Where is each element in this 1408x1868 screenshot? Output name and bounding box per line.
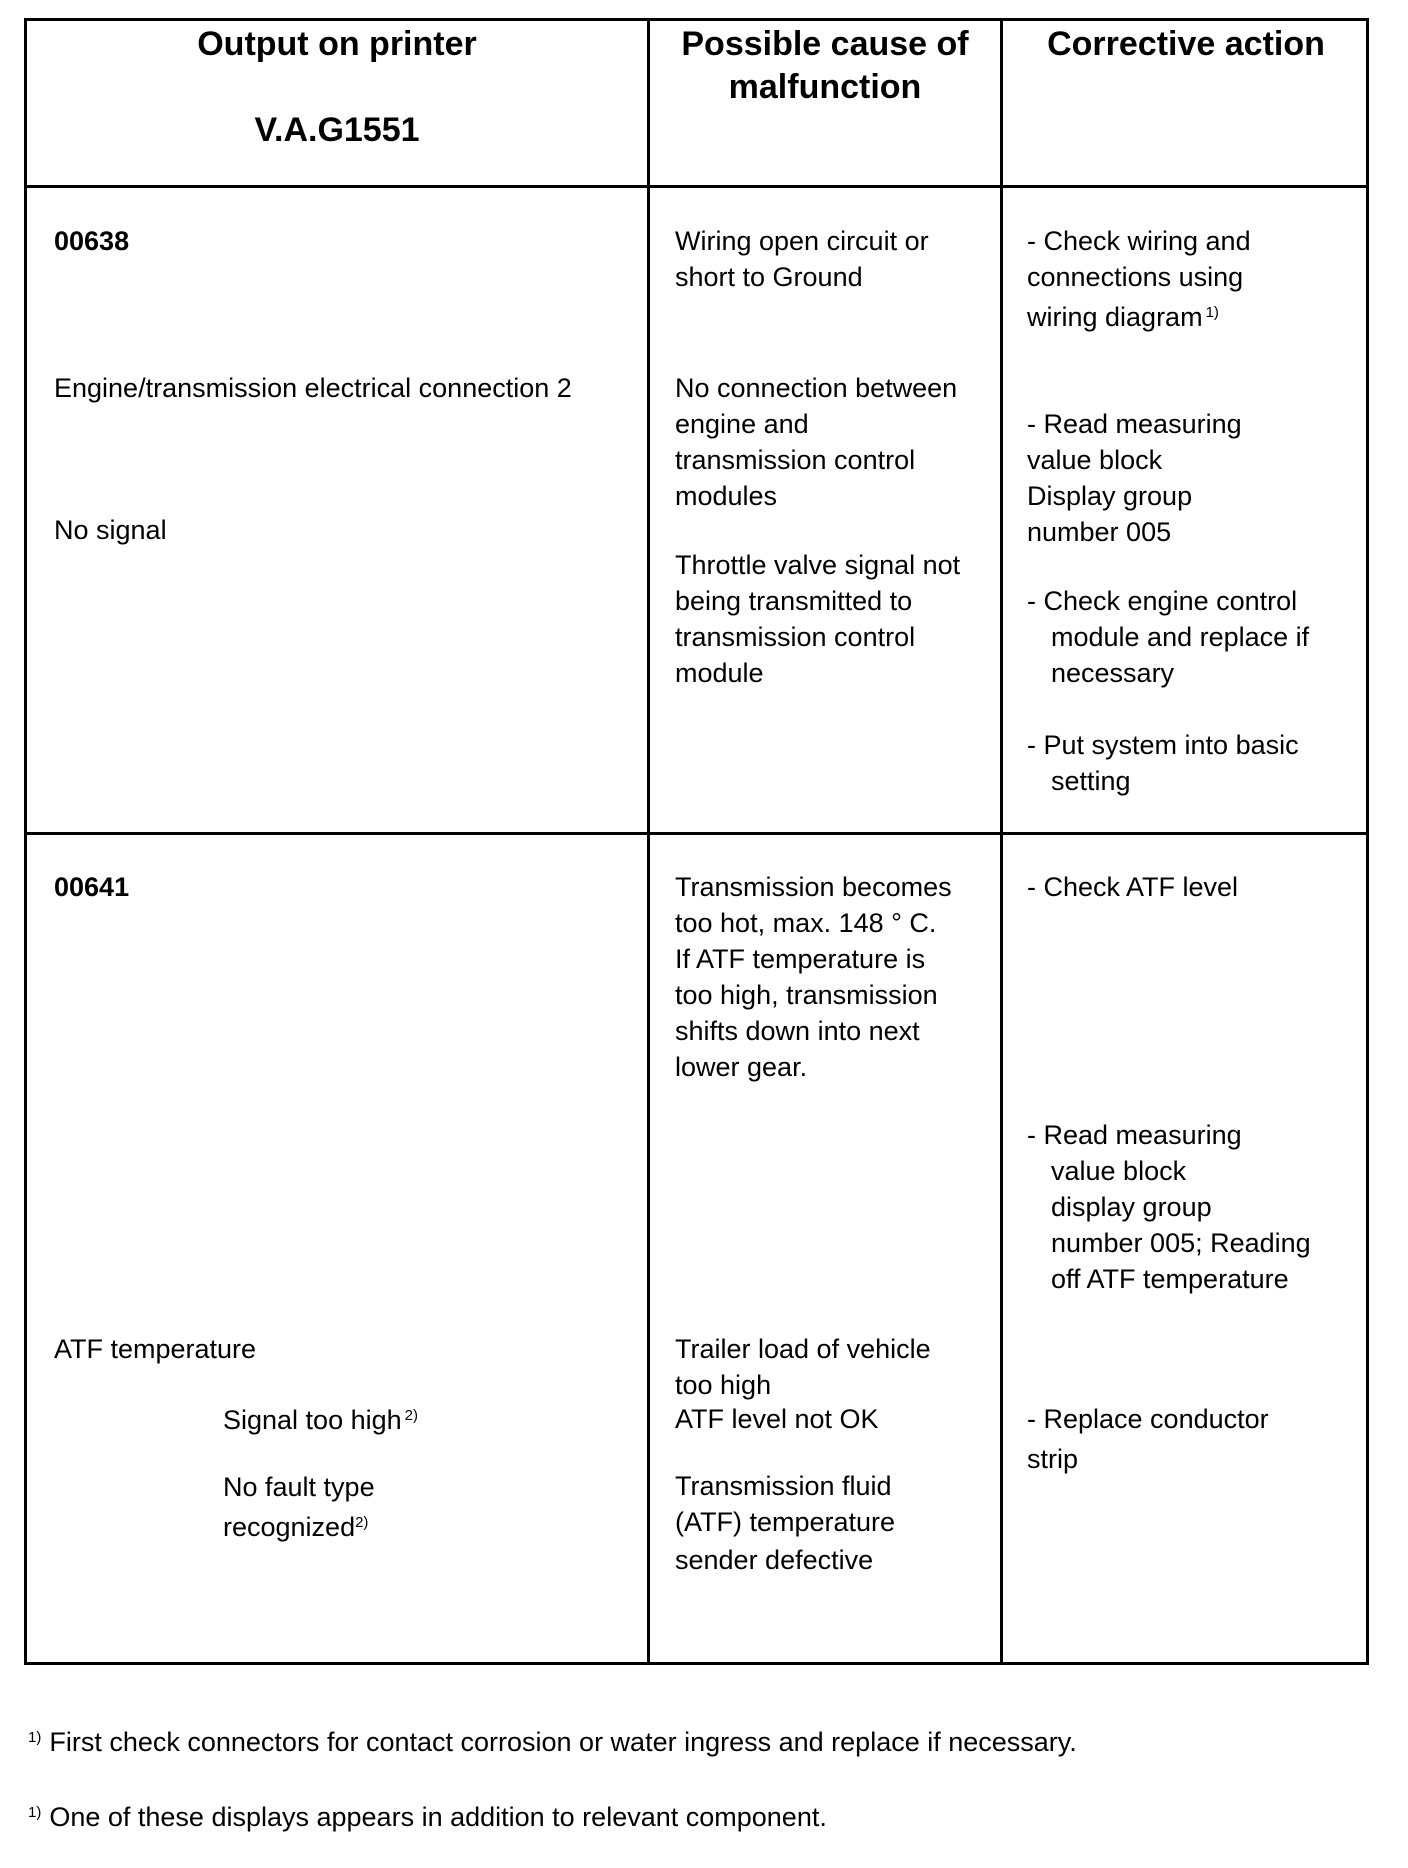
cause-line: too hot, max. 148 ° C. [675,908,937,938]
header-text: Output on printer [197,25,477,63]
action-line: module and replace if [1051,622,1310,652]
header-corrective-action [1003,23,1369,66]
action-line: - Put system into basic [1027,730,1299,760]
cause-line: If ATF temperature is [675,944,926,974]
cause-line: shifts down into next [675,1016,920,1046]
footnote [28,1799,827,1835]
cause-line: too high, transmission [675,980,938,1010]
status-text: recognized [223,1512,356,1542]
action-block [1027,583,1309,691]
row-divider [27,185,1366,188]
header-text: malfunction [728,68,922,106]
status-line [223,1509,375,1545]
action-line: value block [1027,445,1163,475]
action-line [1027,299,1251,335]
cause-block [675,1468,895,1578]
column-divider [1000,21,1003,1662]
action-line: necessary [1051,658,1175,688]
output-status [223,1469,375,1545]
cause-line: modules [675,481,778,511]
cause-line: transmission control [675,622,916,652]
cause-line: No connection between [675,373,958,403]
cause-line: short to Ground [675,262,863,292]
action-line: number 005; Reading [1051,1228,1311,1258]
action-line: off ATF temperature [1051,1264,1289,1294]
cause-line: Wiring open circuit or [675,226,929,256]
row-divider [27,832,1366,835]
cause-line: transmission control [675,445,916,475]
footnote-marker: 1) [28,1804,42,1821]
output-status: No signal [54,515,167,545]
action-text: - Check ATF level [1027,872,1239,902]
action-line: - Check wiring and [1027,226,1251,256]
fault-code-00641: 00641 [54,872,130,902]
output-component: ATF temperature [54,1334,257,1364]
action-block [1027,406,1242,550]
action-line: strip [1027,1444,1079,1474]
action-line: - Replace conductor [1027,1404,1269,1434]
cause-text: ATF level not OK [675,1404,879,1434]
cause-line: sender defective [675,1545,874,1575]
fault-code-00638: 00638 [54,226,130,256]
header-text: V.A.G1551 [254,111,420,149]
action-line: setting [1051,766,1131,796]
cause-line: Transmission becomes [675,872,952,902]
column-divider [647,21,650,1662]
fault-table [24,18,1369,1665]
header-possible-cause [650,23,1000,109]
action-line: - Read measuring [1027,1120,1242,1150]
footnote-marker: 2) [404,1407,418,1424]
cause-line: Trailer load of vehicle [675,1334,931,1364]
footnote-marker: 1) [1205,304,1219,321]
cause-line: engine and [675,409,809,439]
action-line: Display group [1027,481,1193,511]
footnote-marker: 1) [28,1729,42,1746]
header-text: Corrective action [1047,25,1325,63]
cause-line: too high [675,1370,772,1400]
output-status [223,1402,418,1438]
output-component: Engine/transmission electrical connection 2 [54,373,572,403]
action-block [1027,223,1251,335]
footnote-text: One of these displays appears in addition to relevant component. [49,1802,827,1832]
cause-block [675,1331,931,1403]
footnote [28,1724,1077,1760]
cause-block [675,223,929,295]
status-text: Signal too high [223,1405,402,1435]
action-line: - Read measuring [1027,409,1242,439]
header-text: Possible cause of [681,25,969,63]
action-line: display group [1051,1192,1212,1222]
action-block [1027,1117,1311,1297]
action-line: value block [1051,1156,1187,1186]
cause-line: being transmitted to [675,586,913,616]
cause-line: module [675,658,764,688]
action-line: number 005 [1027,517,1172,547]
cause-block [675,869,952,1085]
header-output-on-printer [27,23,647,152]
action-block [1027,727,1299,799]
status-line: No fault type [223,1472,375,1502]
cause-line: Throttle valve signal not [675,550,961,580]
cause-line: Transmission fluid [675,1471,892,1501]
action-line: connections using [1027,262,1244,292]
action-text: wiring diagram [1027,302,1203,332]
cause-line: (ATF) temperature [675,1507,896,1537]
footnote-text: First check connectors for contact corrosion or water ingress and replace if necessary. [49,1727,1077,1757]
action-block [1027,1401,1269,1477]
cause-block [675,370,957,514]
cause-line: lower gear. [675,1052,808,1082]
footnote-marker: 2) [355,1514,369,1531]
cause-block [675,547,960,691]
action-line: - Check engine control [1027,586,1298,616]
